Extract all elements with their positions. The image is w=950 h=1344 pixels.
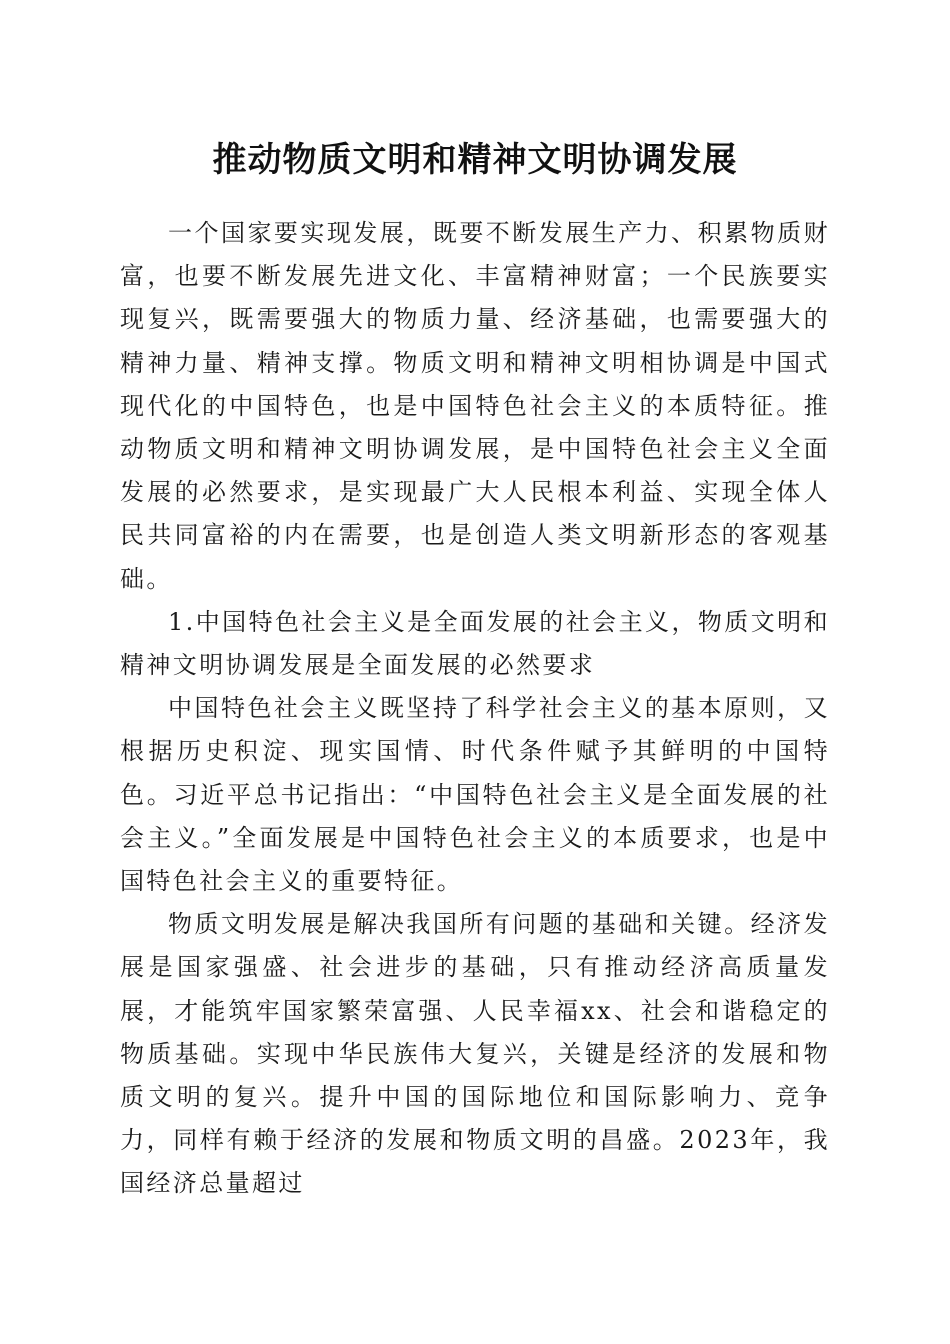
paragraph-material-civilization: 物质文明发展是解决我国所有问题的基础和关键。经济发展是国家强盛、社会进步的基础，只有推动经济高质量发展，才能筑牢国家繁荣富强、人民幸福xx、社会和谐稳定的物质基础。实现中华民族伟大复兴，关键是经济的发展和物质文明的复兴。提升中国的国际地位和国际影响力、竞争力，同样有赖于经济的发展和物质文明的昌盛。2023年，我国经济总量超过: [120, 910, 830, 1198]
document-body: [120, 212, 830, 1206]
paragraph-intro: 一个国家要实现发展，既要不断发展生产力、积累物质财富，也要不断发展先进文化、丰富精神财富；一个民族要实现复兴，既需要强大的物质力量、经济基础，也需要强大的精神力量、精神支撑。物质文明和精神文明相协调是中国式现代化的中国特色，也是中国特色社会主义的本质特征。推动物质文明和精神文明协调发展，是中国特色社会主义全面发展的必然要求，是实现最广大人民根本利益、实现全体人民共同富裕的内在需要，也是创造人类文明新形态的客观基础。: [120, 219, 830, 593]
paragraph-comprehensive-development: 中国特色社会主义既坚持了科学社会主义的基本原则，又根据历史积淀、现实国情、时代条件赋予其鲜明的中国特色。习近平总书记指出：“中国特色社会主义是全面发展的社会主义。”全面发展是中国特色社会主义的本质要求，也是中国特色社会主义的重要特征。: [120, 694, 830, 896]
document-title: 推动物质文明和精神文明协调发展: [212, 140, 738, 180]
section-heading-1: 1.中国特色社会主义是全面发展的社会主义，物质文明和精神文明协调发展是全面发展的必然要求: [120, 607, 830, 680]
